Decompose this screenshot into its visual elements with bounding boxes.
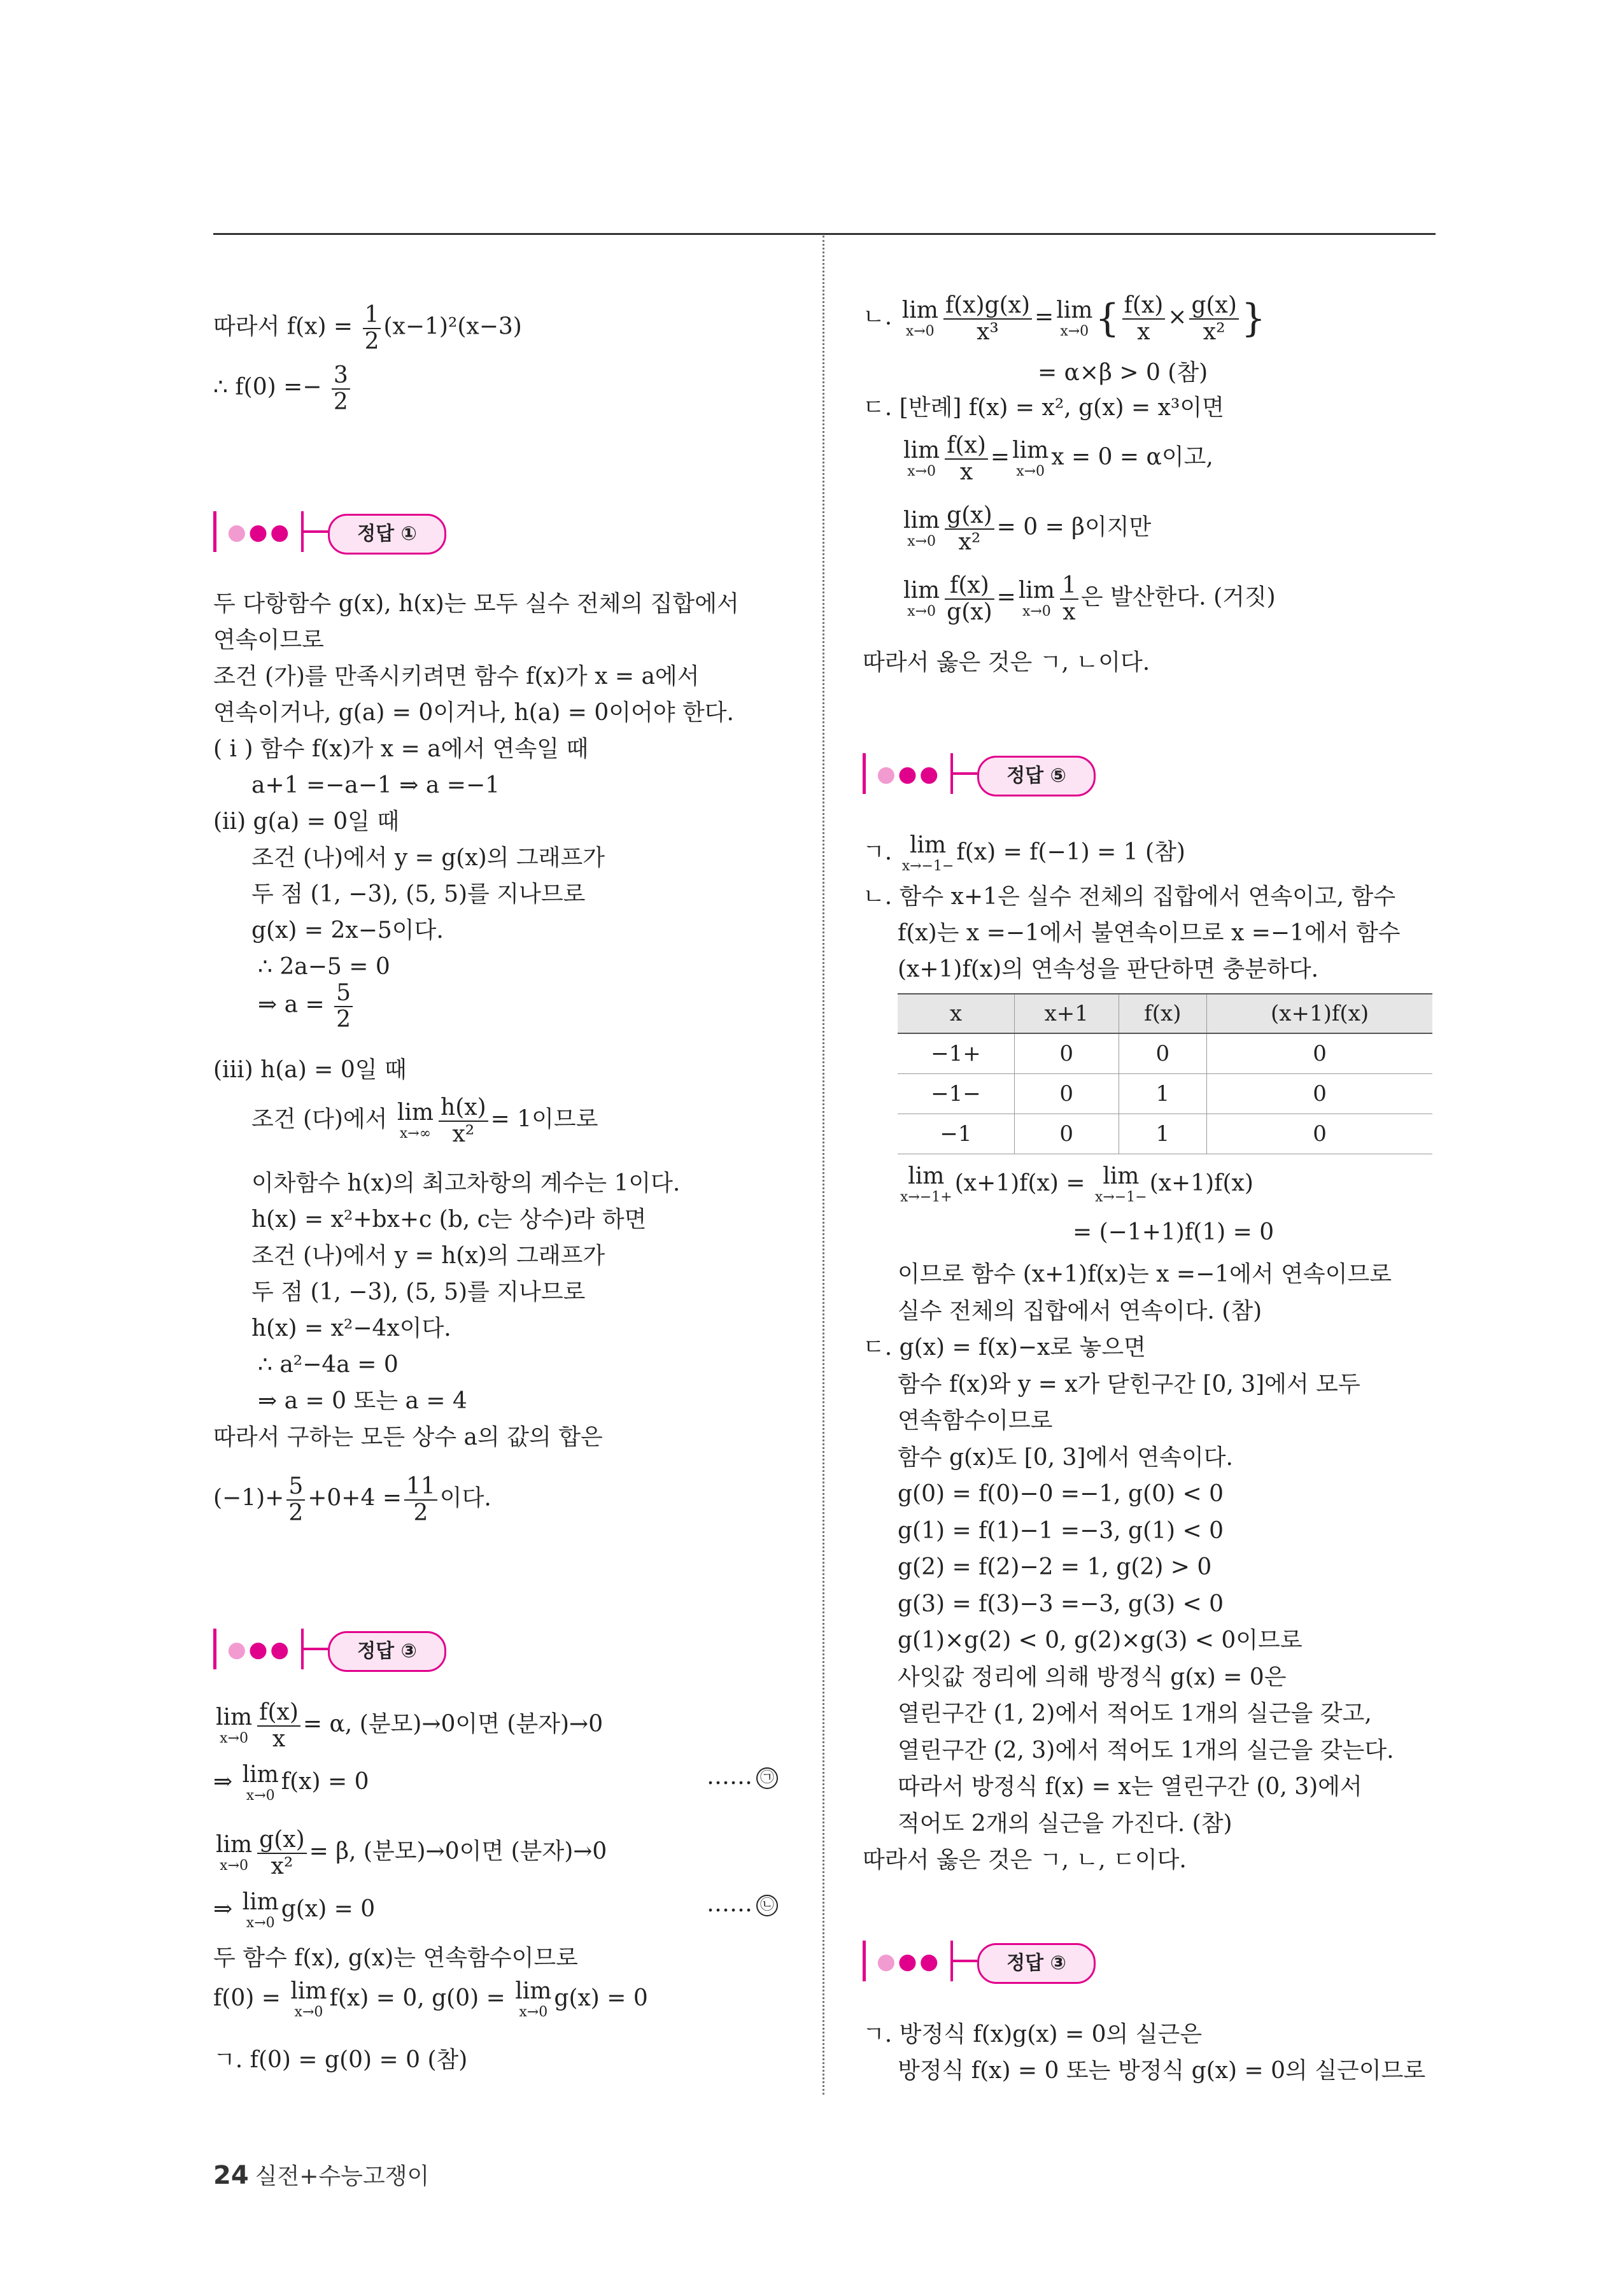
page-number: 24	[213, 2161, 249, 2190]
circled-label: ㉡	[756, 1895, 778, 1916]
table-header: x+1	[1014, 994, 1119, 1033]
solution-line: 방정식 f(x) = 0 또는 방정식 g(x) = 0의 실근이므로	[898, 2058, 1426, 2084]
solution-line: ⇒ lim x→0 f(x) = 0 …… ㉠	[213, 1764, 786, 1803]
limit: lim x→0	[242, 1762, 279, 1804]
table-header: (x+1)f(x)	[1207, 994, 1432, 1033]
answer-badge: 정답 ①	[328, 514, 446, 555]
fraction: $\frac{f(x)g(x)}{\text{x³}}$	[943, 293, 1032, 344]
dots-icon: ●●●	[877, 1949, 942, 1974]
limit: lim x→0	[903, 437, 940, 479]
fraction: $\frac{11}{2}$	[404, 1474, 437, 1525]
solution-text-2: 이차함수 h(x)의 최고차항의 계수는 1이다. h(x) = x²+bx+c (b, c는 상수)라 하면 조건 (나)에서 y = h(x)의 그래프가 두 점 (1, −3), (5, 5)를 지나므로 h(x) = x²−4x이다. ∴ a²−4a = 0 ⇒ a = 0 또는 a = 4 따라서 구하는 모든 상수 a의 값의 합은	[213, 1170, 681, 1450]
solution-line: = (−1+1)f(1) = 0	[1073, 1219, 1274, 1245]
fraction: $\frac{5}{2}$	[334, 980, 353, 1032]
solution-line: (−1)+ $\frac{5}{2}$ +0+4 = $\frac{11}{2}$ 이다.	[213, 1473, 491, 1526]
solution-line: f(0) = lim x→0 f(x) = 0, g(0) = lim x→0 g(x) = 0	[213, 1978, 648, 2020]
solution-line: 두 함수 f(x), g(x)는 연속함수이므로	[213, 1945, 578, 1971]
solution-line: ㄱ. lim x→−1− f(x) = f(−1) = 1 (참)	[863, 832, 1185, 874]
solution-line: = α×β > 0 (참)	[1038, 360, 1208, 386]
limit: lim x→0	[242, 1889, 279, 1931]
dots-icon: ●●●	[877, 761, 942, 787]
fraction: $\frac{3}{2}$	[332, 363, 350, 414]
answer-header	[213, 1624, 506, 1674]
limit: lim x→0	[1018, 577, 1055, 619]
dots-icon: ●●●	[227, 520, 292, 545]
continuity-table	[898, 993, 1432, 1154]
fraction: $\frac{g(x)}{\text{x²}}$	[257, 1827, 306, 1879]
answer-badge: 정답 ③	[328, 1631, 446, 1672]
table-header: f(x)	[1119, 994, 1207, 1033]
solution-line: ㄱ. 방정식 f(x)g(x) = 0의 실근은	[863, 2021, 1203, 2048]
solution-line: 따라서 f(x) = $\frac{1}{2}$ (x−1)²(x−3)	[213, 302, 522, 355]
top-rule	[213, 233, 1436, 235]
limit: lim x→0	[290, 1978, 327, 2020]
page-footer	[213, 2158, 429, 2191]
fraction: $\frac{1}{x}$	[1060, 573, 1078, 625]
table-row: −1 0 1 0	[898, 1114, 1432, 1154]
solution-line: (iii) h(a) = 0일 때	[213, 1057, 407, 1083]
limit: lim x→−1+	[900, 1163, 952, 1205]
solution-line: 조건 (다)에서 lim x→∞ $\frac{h(x)}{\text{x²}}$ = 1이므로	[251, 1094, 598, 1147]
solution-line: lim x→0 $\frac{g(x)}{\text{x²}}$ = β, (분모)→0이면 (분자)→0	[216, 1827, 607, 1879]
column-divider	[823, 236, 824, 2095]
solution-line: lim x→0 $\frac{f(x)}{x}$ = α, (분모)→0이면 (분자)→0	[216, 1699, 604, 1752]
answer-badge: 정답 ⑤	[977, 756, 1096, 796]
limit: lim x→0	[903, 507, 940, 549]
solution-line: lim x→0 $\frac{g(x)}{\text{x²}}$ = 0 = β이지만	[903, 502, 1152, 555]
answer-header	[863, 1935, 1155, 1986]
solution-line: lim x→−1+ (x+1)f(x) = lim x→−1− (x+1)f(x)	[900, 1163, 1253, 1205]
limit: lim x→−1−	[901, 832, 954, 874]
answer-header	[213, 506, 506, 557]
fraction: $\frac{f(x)}{g(x)}$	[945, 573, 994, 625]
table-header: x	[898, 994, 1014, 1033]
solution-line: ㄴ. lim x→0 $\frac{f(x)g(x)}{\text{x³}}$ = lim x→0 { $\frac{f(x)}{x}$ × $\frac{g(x)}{\text{x²}}$ }	[863, 292, 1266, 345]
limit: lim x→0	[216, 1831, 253, 1874]
fraction: $\frac{g(x)}{\text{x²}}$	[1189, 293, 1238, 344]
fraction: $\frac{f(x)}{x}$	[257, 1700, 300, 1751]
table-row: −1− 0 1 0	[898, 1074, 1432, 1114]
limit: lim x→0	[216, 1704, 253, 1746]
limit: lim x→0	[1056, 297, 1093, 339]
fraction: $\frac{g(x)}{\text{x²}}$	[945, 503, 994, 555]
solution-line: ∴ f(0) =− $\frac{3}{2}$	[213, 363, 353, 414]
solution-text-4: 이므로 함수 (x+1)f(x)는 x =−1에서 연속이므로 실수 전체의 집합에서 연속이다. (참) ㄷ. g(x) = f(x)−x로 놓으면 함수 f(x)와 y = x가 닫힌구간 [0, 3]에서 모두 연속함수이므로 함수 g(x)도 [0, 3]에서 연속이다. g(0) = f(0)−0 =−1, g(0) < 0 g(1) = f(1)−1 =−3, g(1) < 0 g(2) = f(2)−2 = 1, g(2) > 0 g(3) = f(3)−3 =−3, g(3) < 0 g(1)×g(2) < 0, g(2)×g(3) < 0이므로 사잇값 정리에 의해 방정식 g(x) = 0은 열린구간 (1, 2)에서 적어도 1개의 실근을 갖고, 열린구간 (2, 3)에서 적어도 1개의 실근을 갖는다. 따라서 방정식 f(x) = x는 열린구간 (0, 3)에서 적어도 2개의 실근을 가진다. (참) 따라서 옳은 것은 ㄱ, ㄴ, ㄷ이다.	[863, 1261, 1394, 1873]
solution-text-1: 두 다항함수 g(x), h(x)는 모두 실수 전체의 집합에서 연속이므로 조건 (가)를 만족시키려면 함수 f(x)가 x = a에서 연속이거나, g(a) = 0이거나, h(a) = 0이어야 한다. ( i ) 함수 f(x)가 x = a에서 연속일 때 a+1 =−a−1 ⇒ a =−1 (ii) g(a) = 0일 때 조건 (나)에서 y = g(x)의 그래프가 두 점 (1, −3), (5, 5)를 지나므로 g(x) = 2x−5이다. ∴ 2a−5 = 0	[213, 591, 739, 980]
answer-header	[863, 748, 1155, 799]
fraction: $\frac{f(x)}{x}$	[945, 433, 988, 485]
answer-badge: 정답 ③	[977, 1943, 1096, 1984]
table-row: −1+ 0 0 0	[898, 1033, 1432, 1074]
fraction: $\frac{5}{2}$	[286, 1474, 305, 1525]
fraction: $\frac{1}{2}$	[363, 302, 381, 354]
fraction: $\frac{h(x)}{\text{x²}}$	[439, 1095, 488, 1147]
solution-line: lim x→0 $\frac{f(x)}{x}$ = lim x→0 x = 0 = α이고,	[903, 432, 1213, 485]
circled-label: ㉠	[756, 1767, 778, 1789]
limit: lim x→∞	[397, 1099, 434, 1142]
limit: lim x→0	[903, 577, 940, 619]
limit: lim x→0	[515, 1978, 552, 2020]
solution-text-3: ㄴ. 함수 x+1은 실수 전체의 집합에서 연속이고, 함수 f(x)는 x =−1에서 불연속이므로 x =−1에서 함수 (x+1)f(x)의 연속성을 판단하면 충분하다.	[863, 884, 1401, 982]
limit: lim x→0	[1012, 437, 1049, 479]
solution-line: lim x→0 $\frac{f(x)}{g(x)}$ = lim x→0 $\frac{1}{x}$ 은 발산한다. (거짓)	[903, 572, 1276, 625]
book-title: 실전+수능고쟁이	[255, 2163, 430, 2190]
fraction: $\frac{f(x)}{x}$	[1122, 293, 1166, 344]
solution-line: ㄱ. f(0) = g(0) = 0 (참)	[213, 2047, 468, 2073]
limit: lim x→−1−	[1094, 1163, 1147, 1205]
solution-line: ⇒ a = $\frac{5}{2}$	[258, 980, 355, 1032]
solution-line: 따라서 옳은 것은 ㄱ, ㄴ이다.	[863, 649, 1150, 676]
limit: lim x→0	[901, 297, 938, 339]
dots-icon: ●●●	[227, 1637, 292, 1662]
solution-line: ⇒ lim x→0 g(x) = 0 …… ㉡	[213, 1891, 786, 1930]
solution-line: ㄷ. [반례] f(x) = x², g(x) = x³이면	[863, 395, 1224, 421]
